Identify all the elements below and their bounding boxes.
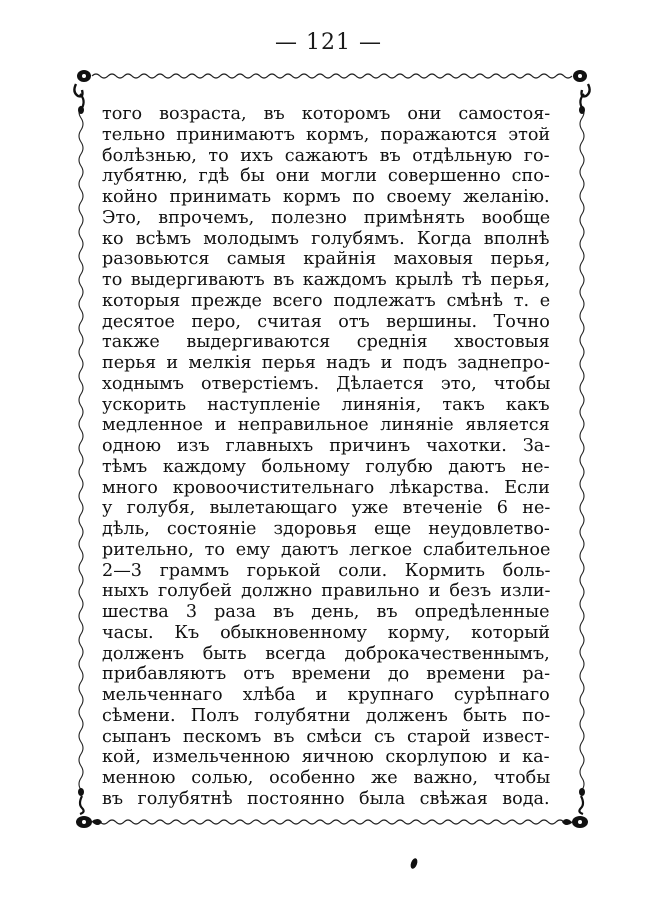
text-line: дѣль, состояніе здоровья еще неудовлетво-: [102, 519, 550, 539]
text-line: ходнымъ отверстіемъ. Дѣлается это, чтобы: [102, 373, 551, 394]
text-line: у голубя, вылетающаго уже втеченіе 6 не-: [102, 498, 551, 519]
text-line: сѣмени. Полъ голубятни долженъ быть по-: [102, 705, 551, 726]
ink-speck: [409, 857, 418, 869]
text-line: перья и мелкія перья надъ и подъ заднепро-: [102, 353, 550, 373]
text-line: сыпанъ пескомъ въ смѣси съ старой извест-: [102, 726, 550, 747]
bottom-left-corner-ornament: [76, 788, 102, 828]
text-line: койно принимать кормъ по своему желанію.: [102, 187, 550, 207]
text-line: 2—3 граммъ горькой соли. Кормить боль-: [102, 560, 551, 581]
text-line: разовьются самыя крайнія маховыя перья,: [102, 249, 551, 270]
text-line: которыя прежде всего подлежатъ смѣнѣ т. е: [102, 290, 551, 311]
top-left-corner-ornament: [74, 70, 91, 114]
text-line: ускорить наступленіе линянія, такъ какъ: [102, 394, 550, 415]
text-line: медленное и неправильное линяніе является: [102, 415, 550, 436]
text-line: много кровоочистительнаго лѣкарства. Если: [102, 477, 550, 498]
text-line: менною солью, особенно же важно, чтобы: [102, 768, 551, 788]
text-line: долженъ быть всегда доброкачественнымъ,: [102, 643, 550, 664]
text-line: мельченнаго хлѣба и крупнаго сурѣпнаго: [102, 685, 550, 705]
text-line: болѣзнью, то ихъ сажаютъ въ отдѣльную го-: [102, 145, 550, 166]
text-line: одною изъ главныхъ причинъ чахотки. За-: [102, 436, 551, 456]
right-border-line: [580, 106, 584, 790]
text-line: кой, измельченною яичною скорлупою и ка-: [102, 747, 550, 768]
text-line: рительно, то ему даютъ легкое слабительное: [102, 539, 551, 560]
left-border-line: [79, 106, 83, 790]
bottom-right-corner-ornament: [562, 788, 588, 828]
text-line: десятое перо, считая отъ вершины. Точно: [102, 311, 550, 332]
text-line: тѣмъ каждому больному голубю даютъ не-: [102, 456, 550, 477]
bottom-border-line: [92, 820, 572, 824]
text-line: тельно принимаютъ кормъ, поражаются этой: [102, 124, 551, 145]
main-text: [102, 104, 550, 810]
text-line: также выдергиваются среднія хвостовыя: [102, 332, 550, 353]
text-line: въ голубятнѣ постоянно была свѣжая вода.: [102, 788, 550, 809]
text-line: лубятню, гдѣ бы они могли совершенно спо-: [102, 166, 550, 187]
text-line: прибавляютъ отъ времени до времени ра-: [102, 664, 551, 685]
text-line: ныхъ голубей должно правильно и безъ изли-: [102, 581, 551, 602]
text-line: шества 3 раза въ день, въ опредѣленные: [102, 602, 550, 622]
text-line: Это, впрочемъ, полезно примѣнять вообще: [102, 207, 551, 228]
text-line: то выдергиваютъ въ каждомъ крылѣ тѣ перья,: [102, 270, 551, 290]
text-line: часы. Къ обыкновенному корму, который: [102, 622, 551, 643]
top-right-corner-ornament: [573, 70, 590, 114]
top-border-line: [92, 74, 572, 78]
text-line: того возраста, въ которомъ они самостоя-: [102, 104, 551, 124]
page-number: — 121 —: [275, 30, 382, 55]
text-line: ко всѣмъ молодымъ голубямъ. Когда вполнѣ: [102, 228, 550, 249]
